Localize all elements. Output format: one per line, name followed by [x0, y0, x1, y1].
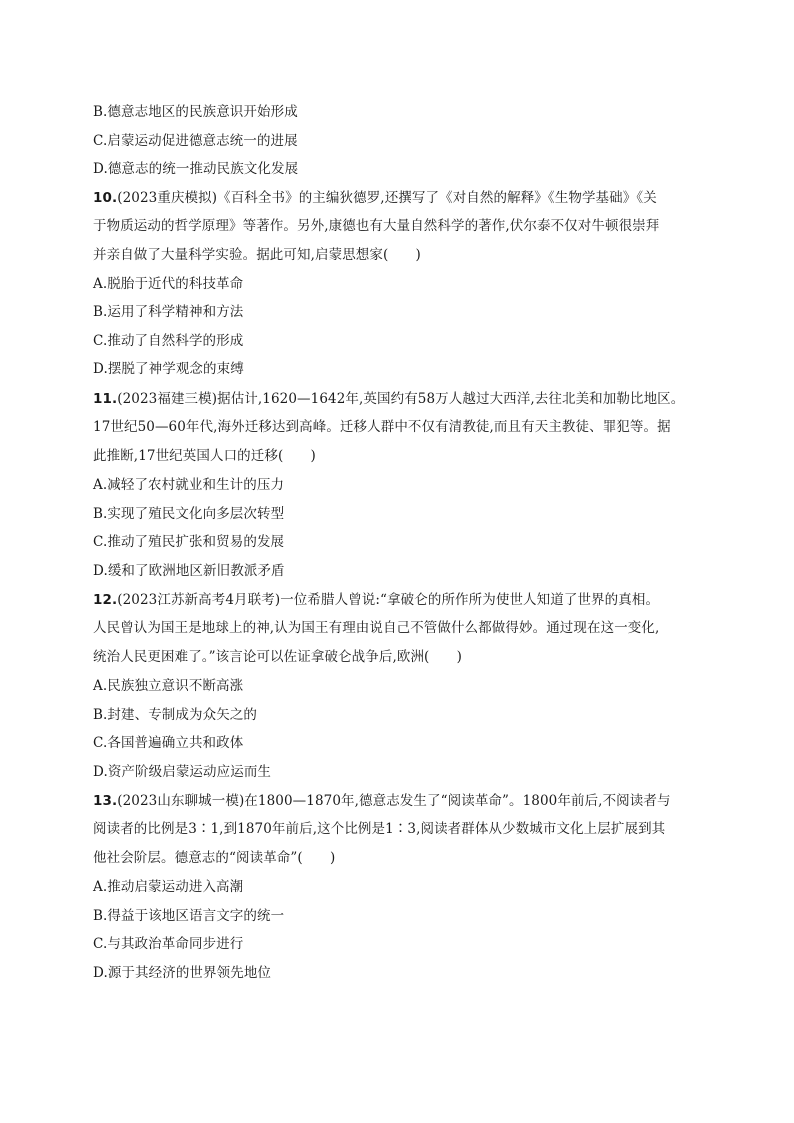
q13-option-b[interactable]: B.得益于该地区语言文字的统一 — [93, 908, 285, 924]
q11-option-c[interactable]: C.推动了殖民扩张和贸易的发展 — [93, 534, 285, 550]
q13-option-c[interactable]: C.与其政治革命同步进行 — [93, 936, 244, 952]
q12-stem-line-3: 统治人民更困难了。”该言论可以佐证拿破仑战争后,欧洲( ) — [93, 649, 462, 665]
q12-number: 12. — [93, 592, 118, 608]
q10-number: 10. — [93, 190, 118, 206]
q12-option-c[interactable]: C.各国普遍确立共和政体 — [93, 735, 244, 751]
q10-option-c[interactable]: C.推动了自然科学的形成 — [93, 333, 244, 349]
q11-stem-text-1: (2023福建三模)据估计,1620—1642年,英国约有58万人越过大西洋,去往北美和加勒比地区。 — [117, 391, 685, 407]
q13-stem-line-3: 他社会阶层。德意志的“阅读革命”( ) — [93, 850, 336, 866]
q10-option-b[interactable]: B.运用了科学精神和方法 — [93, 304, 244, 320]
q11-stem-line-2: 17世纪50—60年代,海外迁移达到高峰。迁移人群中不仅有清教徒,而且有天主教徒、罪犯等。据 — [93, 419, 671, 435]
q11-stem-line-3: 此推断,17世纪英国人口的迁移( ) — [93, 448, 316, 464]
q9-option-b[interactable]: B.德意志地区的民族意识开始形成 — [93, 104, 298, 120]
q11-option-d[interactable]: D.缓和了欧洲地区新旧教派矛盾 — [93, 563, 285, 579]
q10-option-a[interactable]: A.脱胎于近代的科技革命 — [93, 276, 244, 292]
q10-stem-line-3: 并亲自做了大量科学实验。据此可知,启蒙思想家( ) — [93, 247, 421, 263]
q13-number: 13. — [93, 793, 118, 809]
q11-option-b[interactable]: B.实现了殖民文化向多层次转型 — [93, 506, 285, 522]
q11-option-a[interactable]: A.减轻了农村就业和生计的压力 — [93, 477, 285, 493]
q10-stem-text-1: (2023重庆模拟)《百科全书》的主编狄德罗,还撰写了《对自然的解释》《生物学基础》《关 — [117, 190, 657, 206]
q12-option-d[interactable]: D.资产阶级启蒙运动应运而生 — [93, 764, 272, 780]
q10-option-d[interactable]: D.摆脱了神学观念的束缚 — [93, 361, 244, 377]
q12-stem-text-1: (2023江苏新高考4月联考)一位希腊人曾说:“拿破仑的所作所为使世人知道了世界的真相。 — [117, 592, 660, 608]
q9-option-c[interactable]: C.启蒙运动促进德意志统一的进展 — [93, 133, 298, 149]
q12-option-b[interactable]: B.封建、专制成为众矢之的 — [93, 707, 258, 723]
q9-option-d[interactable]: D.德意志的统一推动民族文化发展 — [93, 161, 299, 177]
q13-option-a[interactable]: A.推动启蒙运动进入高潮 — [93, 879, 244, 895]
q11-number: 11. — [93, 391, 118, 407]
q13-stem-line-2: 阅读者的比例是3∶1,到1870年前后,这个比例是1∶3,阅读者群体从少数城市文化上层扩展到其 — [93, 821, 666, 837]
q12-stem-line-1 — [93, 590, 659, 610]
q13-stem-line-1 — [93, 791, 671, 811]
q10-stem-line-2: 于物质运动的哲学原理》等著作。另外,康德也有大量自然科学的著作,伏尔泰不仅对牛顿很崇拜 — [93, 218, 660, 234]
q11-stem-line-1 — [93, 389, 684, 409]
q12-stem-line-2: 人民曾认为国王是地球上的神,认为国王有理由说自己不管做什么都做得妙。通过现在这一变化, — [93, 620, 660, 636]
q13-stem-text-1: (2023山东聊城一模)在1800—1870年,德意志发生了“阅读革命”。1800年前后,不阅读者与 — [117, 793, 671, 809]
q10-stem-line-1 — [93, 188, 657, 208]
q13-option-d[interactable]: D.源于其经济的世界领先地位 — [93, 965, 272, 981]
q12-option-a[interactable]: A.民族独立意识不断高涨 — [93, 678, 244, 694]
